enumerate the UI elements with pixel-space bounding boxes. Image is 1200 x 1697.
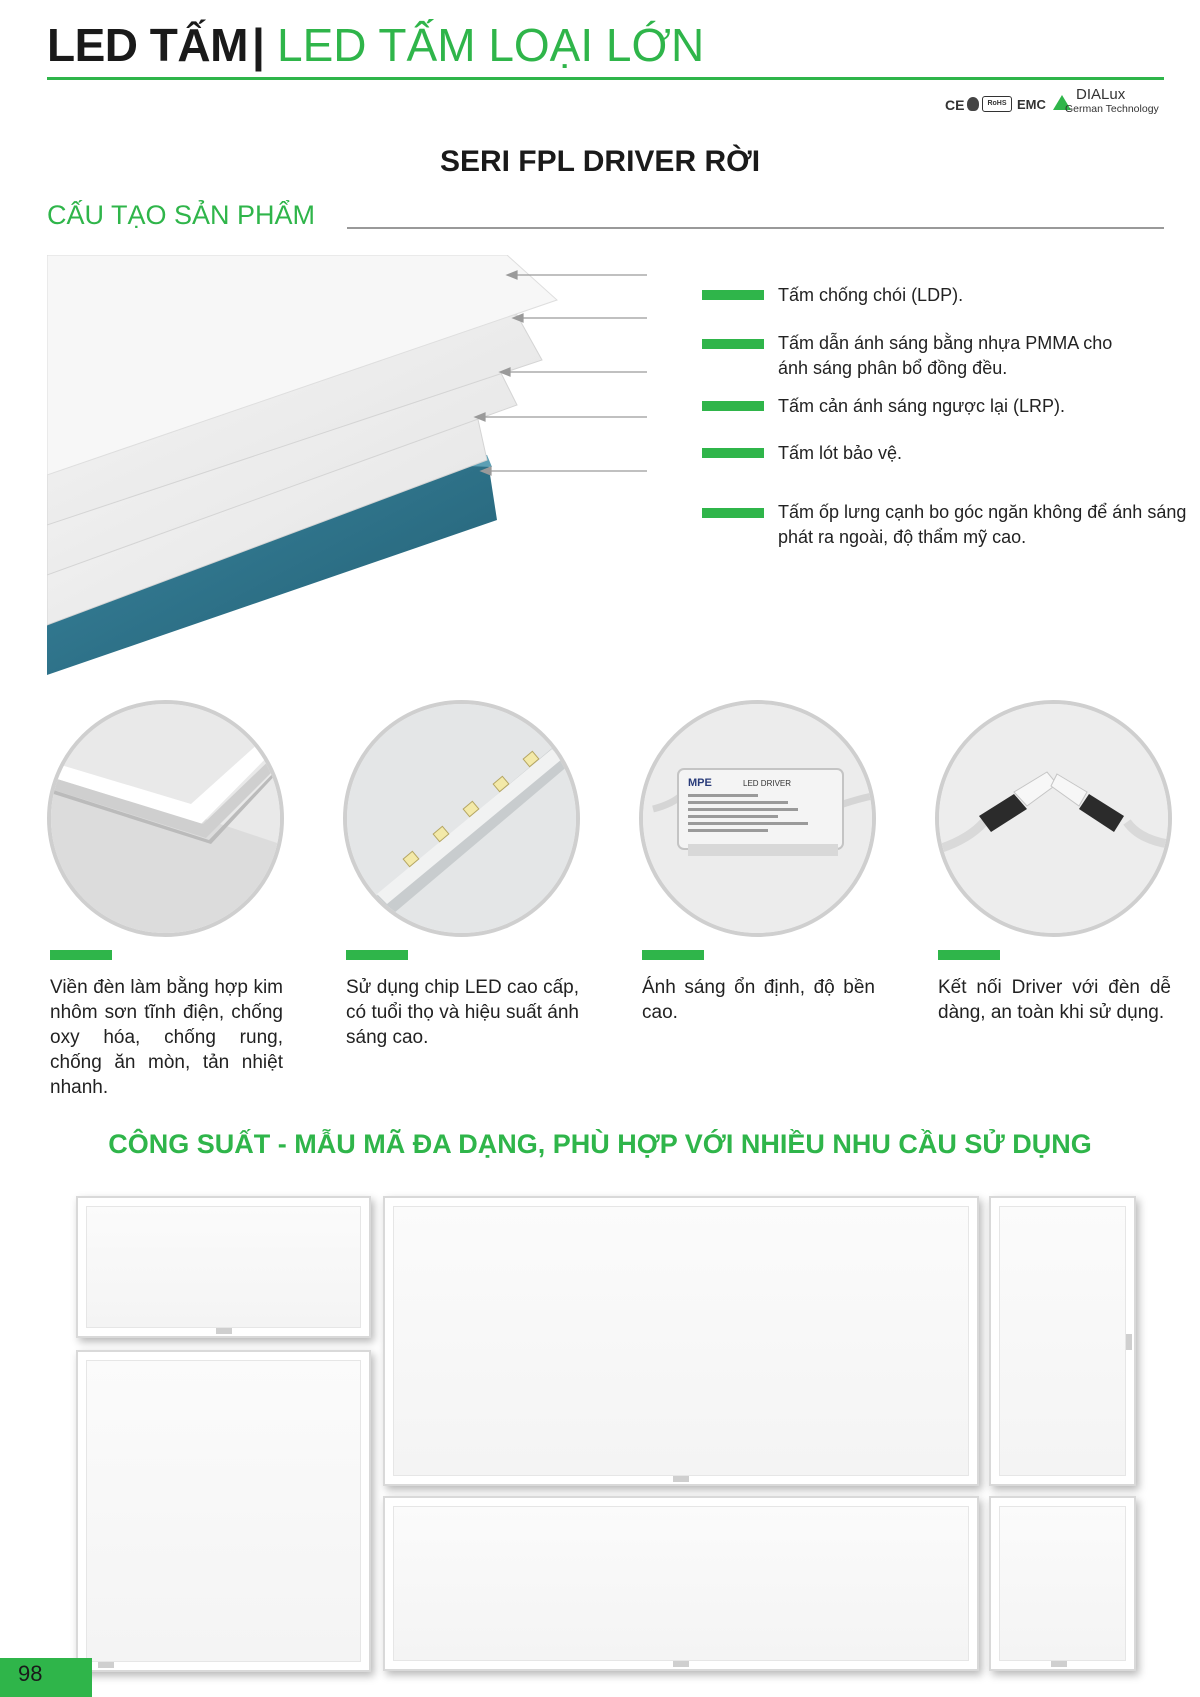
layer-marker [702,290,764,300]
panel-variant-300x1200 [383,1496,979,1671]
layer-marker [702,508,764,518]
panel-diffuser [86,1206,361,1328]
dialux-label: DIALux [1076,86,1126,103]
page-subcategory: LED TẤM LOẠI LỚN [277,19,705,71]
panel-diffuser [999,1206,1126,1476]
panel-brand-tag [1051,1661,1067,1667]
panel-brand-tag [673,1661,689,1667]
feature-text-driver: Ánh sáng ổn định, độ bền cao. [642,977,875,1023]
page-number: 98 [18,1661,43,1686]
feature-marker [938,950,1000,960]
feature-photo-driver [639,700,876,937]
layer-marker [702,448,764,458]
frame-corner-icon [51,704,280,933]
layer-marker [702,401,764,411]
layer-label-back-plate: Tấm ốp lưng cạnh bo góc ngăn không để ánh sáng phát ra ngoài, độ thẩm mỹ cao. [778,502,1187,547]
panel-diffuser [393,1206,969,1476]
feature-marker [642,950,704,960]
panel-diffuser [86,1360,361,1662]
feature-text-frame: Viền đèn làm bằng hợp kim nhôm sơn tĩnh điện, chống oxy hóa, chống rung, chống ăn mòn, tản nhiệt nhanh. [50,977,283,1098]
dialux-tagline: German Technology [1065,103,1159,115]
feature-text-connector: Kết nối Driver với đèn dễ dàng, an toàn khi sử dụng. [938,977,1171,1023]
panel-variant-300x600 [76,1196,371,1338]
series-title: SERI FPL DRIVER RỜI [439,145,761,178]
driver-brand: MPE [688,777,712,789]
panel-brand-tag [216,1328,232,1334]
layer-label-pmma: Tấm dẫn ánh sáng bằng nhựa PMMA cho ánh sáng phân bổ đồng đều. [778,333,1113,378]
panel-diffuser [393,1506,969,1661]
recycle-leaf-icon [967,97,979,111]
layer-label-ldp: Tấm chống chói (LDP). [778,285,964,305]
panel-brand-tag [98,1662,114,1668]
feature-photo-led-chip [343,700,580,937]
panel-brand-tag [673,1476,689,1482]
panel-brand-tag [1126,1334,1132,1350]
page-category: LED TẤM [47,19,248,71]
structure-heading: CẤU TẠO SẢN PHẨM [47,200,316,230]
panel-variant-300x600-vertical [989,1196,1136,1486]
feature-text-led-chip: Sử dụng chip LED cao cấp, có tuổi thọ và hiệu suất ánh sáng cao. [346,977,579,1048]
led-chip-strip-icon [347,704,576,933]
panel-variant-300x300 [989,1496,1136,1671]
panel-layers-illustration [47,255,767,685]
feature-marker [346,950,408,960]
ce-mark-icon: CE [945,97,965,113]
certification-logos [945,86,1165,116]
feature-photo-connector [935,700,1172,937]
layer-label-protective: Tấm lót bảo vệ. [778,443,903,463]
layer-marker [702,339,764,349]
feature-marker [50,950,112,960]
structure-rule [347,227,1164,229]
emc-mark: EMC [1017,97,1046,112]
led-driver-icon [643,704,872,933]
panel-diffuser [999,1506,1126,1661]
title-separator: | [252,19,265,71]
layer-label-lrp: Tấm cản ánh sáng ngược lại (LRP). [778,396,1065,416]
feature-photo-frame [47,700,284,937]
connector-icon [939,704,1168,933]
panel-variant-600x1200 [383,1196,979,1486]
driver-name: LED DRIVER [743,779,792,788]
header-rule [47,77,1164,80]
rohs-badge: RoHS [982,96,1012,112]
panel-variant-600x600 [76,1350,371,1672]
variants-heading: CÔNG SUẤT - MẪU MÃ ĐA DẠNG, PHÙ HỢP VỚI NHIỀU NHU CẦU SỬ DỤNG [108,1129,1092,1159]
page-number-tab [0,1658,92,1697]
